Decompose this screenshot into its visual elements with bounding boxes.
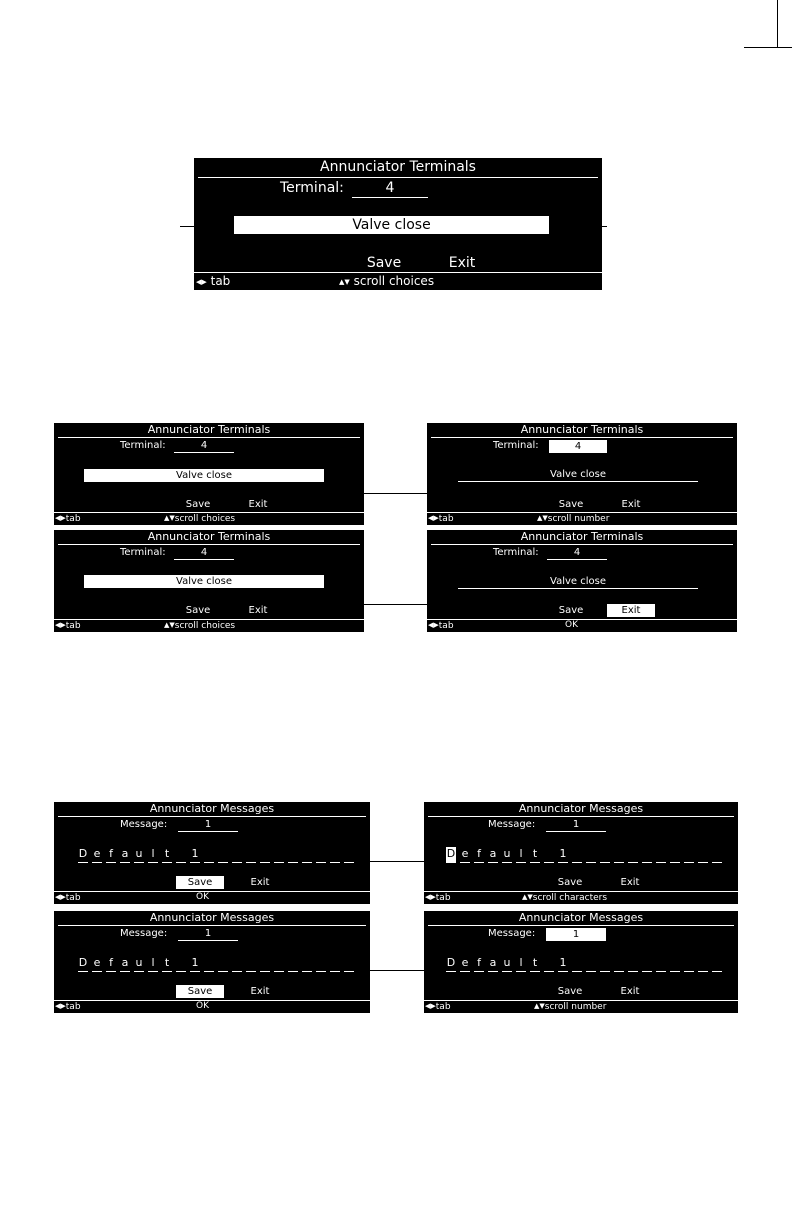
exit-button[interactable]: Exit [620,877,640,888]
message-char-cell[interactable]: t [530,847,540,863]
terminal-field[interactable]: 4 [549,440,607,453]
hint-tab [428,513,454,525]
hint-tab [55,1001,81,1013]
lcd-screen-terminal-d [427,530,737,632]
message-char-cell[interactable]: a [488,847,498,863]
message-char-cell[interactable] [642,847,652,863]
message-char-cell[interactable]: e [460,956,470,972]
left-right-arrows-icon: ◀▶ [55,893,66,901]
save-button[interactable]: Save [185,605,211,616]
hint-tab-label: tab [65,621,81,631]
message-char-cell[interactable] [232,956,242,972]
message-char-cell[interactable] [176,847,186,863]
message-char-cell[interactable]: e [92,847,102,863]
message-field[interactable]: 1 [178,927,238,941]
lcd-screen-terminal-a [54,423,364,525]
left-right-arrows-icon: ◀▶ [55,514,66,522]
hint-scroll [339,275,434,289]
leader-line-terminal-1 [363,493,428,494]
exit-button[interactable]: Exit [250,877,270,888]
message-char-cell[interactable] [316,956,326,972]
choice-field[interactable]: Valve close [84,469,324,482]
message-char-cell[interactable] [670,847,680,863]
leader-line-message-1 [370,861,425,862]
message-char-cell[interactable]: D [78,956,88,972]
message-char-cell[interactable]: f [474,956,484,972]
message-char-cell[interactable]: t [162,847,172,863]
screen-title: Annunciator Messages [518,802,644,815]
message-char-cell[interactable]: l [148,956,158,972]
message-char-cell[interactable] [260,847,270,863]
hint-scroll-label: scroll choices [174,621,236,631]
save-button[interactable]: Save [176,876,224,889]
message-char-cell[interactable] [330,847,340,863]
message-char-cell[interactable]: t [530,956,540,972]
message-char-cell[interactable] [628,847,638,863]
title-divider [198,177,598,178]
message-char-cell[interactable] [684,847,694,863]
message-char-cell[interactable]: u [134,956,144,972]
hint-tab-label: tab [65,1002,81,1012]
hint-scroll [534,1001,606,1013]
message-char-cell[interactable]: 1 [190,847,200,863]
message-char-cell[interactable]: t [162,956,172,972]
save-button[interactable]: Save [557,877,583,888]
hint-scroll [164,513,235,525]
exit-button[interactable]: Exit [621,499,641,510]
hint-divider [54,891,370,892]
message-label: Message: [120,928,168,939]
hint-tab-label: tab [438,621,454,631]
message-char-cell[interactable]: a [120,847,130,863]
message-char-cell[interactable]: 1 [558,847,568,863]
message-char-cell[interactable] [232,847,242,863]
hint-tab-label: tab [435,1002,451,1012]
left-right-arrows-icon: ◀▶ [428,514,439,522]
hint-divider [54,1000,370,1001]
message-char-cell[interactable]: 1 [558,956,568,972]
screen-title: Annunciator Terminals [320,159,476,175]
save-button[interactable]: Save [366,255,402,271]
left-right-arrows-icon: ◀▶ [425,1002,436,1010]
message-char-cell[interactable]: e [92,956,102,972]
up-down-arrows-icon: ▲▼ [339,278,350,286]
message-char-cell[interactable]: f [474,847,484,863]
message-char-cell[interactable] [274,847,284,863]
message-char-cell[interactable] [218,956,228,972]
up-down-arrows-icon: ▲▼ [522,893,533,901]
left-right-arrows-icon: ◀▶ [55,621,66,629]
choice-field[interactable]: Valve close [234,216,549,234]
up-down-arrows-icon: ▲▼ [534,1002,545,1010]
exit-button[interactable]: Exit [250,986,270,997]
message-char-cell[interactable] [302,956,312,972]
hint-scroll-label: scroll number [547,514,610,524]
screen-title: Annunciator Terminals [147,530,271,543]
title-divider [58,437,360,438]
choice-field[interactable]: Valve close [458,575,698,589]
message-field[interactable]: 1 [178,818,238,832]
message-char-cell[interactable] [600,956,610,972]
crop-mark-right [744,47,792,48]
title-divider [428,816,734,817]
message-char-cell[interactable]: a [488,956,498,972]
message-char-cell[interactable] [586,956,596,972]
message-text-field[interactable] [446,847,726,863]
title-divider [431,437,733,438]
message-char-cell[interactable] [586,847,596,863]
crop-mark-top-right [777,0,778,48]
terminal-field[interactable]: 4 [352,179,428,198]
message-char-cell[interactable] [614,847,624,863]
hint-scroll [522,892,607,904]
screen-title: Annunciator Messages [518,911,644,924]
screen-title: Annunciator Terminals [520,530,644,543]
hint-tab [425,1001,451,1013]
message-char-cell[interactable] [246,956,256,972]
hint-tab-label: tab [65,893,81,903]
hint-ok: OK [196,1001,209,1011]
message-text-field[interactable] [78,847,358,863]
message-char-cell[interactable] [544,847,554,863]
message-char-cell[interactable]: D [78,847,88,863]
terminal-label: Terminal: [120,440,166,451]
message-char-cell[interactable] [684,956,694,972]
leader-line-terminal-2 [363,604,428,605]
message-char-cell[interactable] [302,847,312,863]
message-char-cell[interactable] [344,847,354,863]
hint-scroll-label: scroll characters [532,893,608,903]
save-button[interactable]: Save [176,985,224,998]
message-char-cell[interactable] [218,847,228,863]
hint-tab [55,513,81,525]
message-char-cell[interactable] [600,847,610,863]
message-char-cell[interactable] [246,847,256,863]
message-text-field[interactable] [446,956,726,972]
message-char-cell[interactable]: u [502,847,512,863]
left-right-arrows-icon: ◀▶ [428,621,439,629]
hint-tab [428,620,454,632]
message-char-cell[interactable] [316,847,326,863]
message-char-cell[interactable] [656,847,666,863]
terminal-field[interactable]: 4 [547,546,607,560]
hint-tab-label: tab [65,514,81,524]
message-char-cell[interactable] [176,956,186,972]
hint-tab [55,892,81,904]
up-down-arrows-icon: ▲▼ [537,514,548,522]
hint-tab-label: tab [438,514,454,524]
hint-scroll-label: scroll choices [174,514,236,524]
hint-tab [196,275,230,289]
message-char-cell[interactable] [712,847,722,863]
message-char-cell[interactable] [642,956,652,972]
hint-tab [55,620,81,632]
message-char-cell[interactable]: e [460,847,470,863]
message-char-cell[interactable]: l [148,847,158,863]
save-button[interactable]: Save [558,499,584,510]
screen-title: Annunciator Messages [149,802,275,815]
message-char-cell[interactable] [344,956,354,972]
title-divider [58,925,366,926]
hint-scroll [164,620,235,632]
message-char-cell[interactable] [544,956,554,972]
hint-ok: OK [565,620,578,630]
left-right-arrows-icon: ◀▶ [425,893,436,901]
exit-button[interactable]: Exit [248,605,268,616]
message-char-cell[interactable] [330,956,340,972]
leader-line-message-2 [370,970,425,971]
hint-tab-label: tab [435,893,451,903]
save-button[interactable]: Save [557,986,583,997]
exit-button[interactable]: Exit [620,986,640,997]
message-char-cell[interactable]: a [120,956,130,972]
title-divider [58,544,360,545]
message-char-cell[interactable]: l [516,956,526,972]
message-char-cell[interactable]: u [134,847,144,863]
message-char-cell[interactable]: f [106,956,116,972]
hint-tab-label: tab [210,274,231,288]
terminal-label: Terminal: [493,547,539,558]
message-char-cell[interactable]: D [446,956,456,972]
message-char-cell[interactable]: u [502,956,512,972]
terminal-field[interactable]: 4 [174,546,234,560]
message-label: Message: [120,819,168,830]
left-right-arrows-icon: ◀▶ [55,1002,66,1010]
lcd-screen-message-c [54,911,370,1013]
lcd-screen-message-d [424,911,738,1013]
terminal-label: Terminal: [493,440,539,451]
message-char-cell[interactable] [572,956,582,972]
save-button[interactable]: Save [185,499,211,510]
exit-button[interactable]: Exit [448,255,476,271]
hint-tab [425,892,451,904]
save-button[interactable]: Save [558,605,584,616]
message-text-field[interactable] [78,956,358,972]
message-char-cell[interactable]: f [106,847,116,863]
choice-field[interactable]: Valve close [458,468,698,482]
hint-scroll [537,513,609,525]
hint-scroll-label: scroll number [544,1002,607,1012]
screen-title: Annunciator Terminals [147,423,271,436]
message-char-cell[interactable] [204,847,214,863]
lcd-screen-main [194,158,602,290]
lcd-screen-terminal-c [54,530,364,632]
message-char-cell[interactable] [204,956,214,972]
up-down-arrows-icon: ▲▼ [164,621,175,629]
message-char-cell[interactable] [260,956,270,972]
title-divider [58,816,366,817]
choice-field[interactable]: Valve close [84,575,324,588]
title-divider [428,925,734,926]
message-char-cell[interactable] [288,847,298,863]
message-char-cell[interactable] [698,956,708,972]
hint-ok: OK [196,892,209,902]
message-char-cell[interactable]: D [446,847,456,863]
lcd-screen-terminal-b [427,423,737,525]
message-char-cell[interactable]: l [516,847,526,863]
message-field[interactable]: 1 [546,928,606,941]
exit-button[interactable]: Exit [248,499,268,510]
exit-button[interactable]: Exit [607,604,655,617]
hint-divider [427,619,737,620]
message-char-cell[interactable]: 1 [190,956,200,972]
screen-title: Annunciator Messages [149,911,275,924]
left-right-arrows-icon: ◀▶ [196,278,207,286]
screen-title: Annunciator Terminals [520,423,644,436]
hint-scroll-label: scroll choices [353,274,435,288]
message-char-cell[interactable] [712,956,722,972]
terminal-label: Terminal: [280,180,344,196]
message-char-cell[interactable] [614,956,624,972]
message-char-cell[interactable] [572,847,582,863]
message-field[interactable]: 1 [546,818,606,832]
terminal-label: Terminal: [120,547,166,558]
message-char-cell[interactable] [656,956,666,972]
lcd-screen-message-b [424,802,738,904]
message-label: Message: [488,819,536,830]
message-char-cell[interactable] [698,847,708,863]
lcd-screen-message-a [54,802,370,904]
message-char-cell[interactable] [288,956,298,972]
hint-divider [194,272,602,273]
message-char-cell[interactable] [670,956,680,972]
message-char-cell[interactable] [628,956,638,972]
message-char-cell[interactable] [274,956,284,972]
message-label: Message: [488,928,536,939]
title-divider [431,544,733,545]
up-down-arrows-icon: ▲▼ [164,514,175,522]
terminal-field[interactable]: 4 [174,439,234,453]
